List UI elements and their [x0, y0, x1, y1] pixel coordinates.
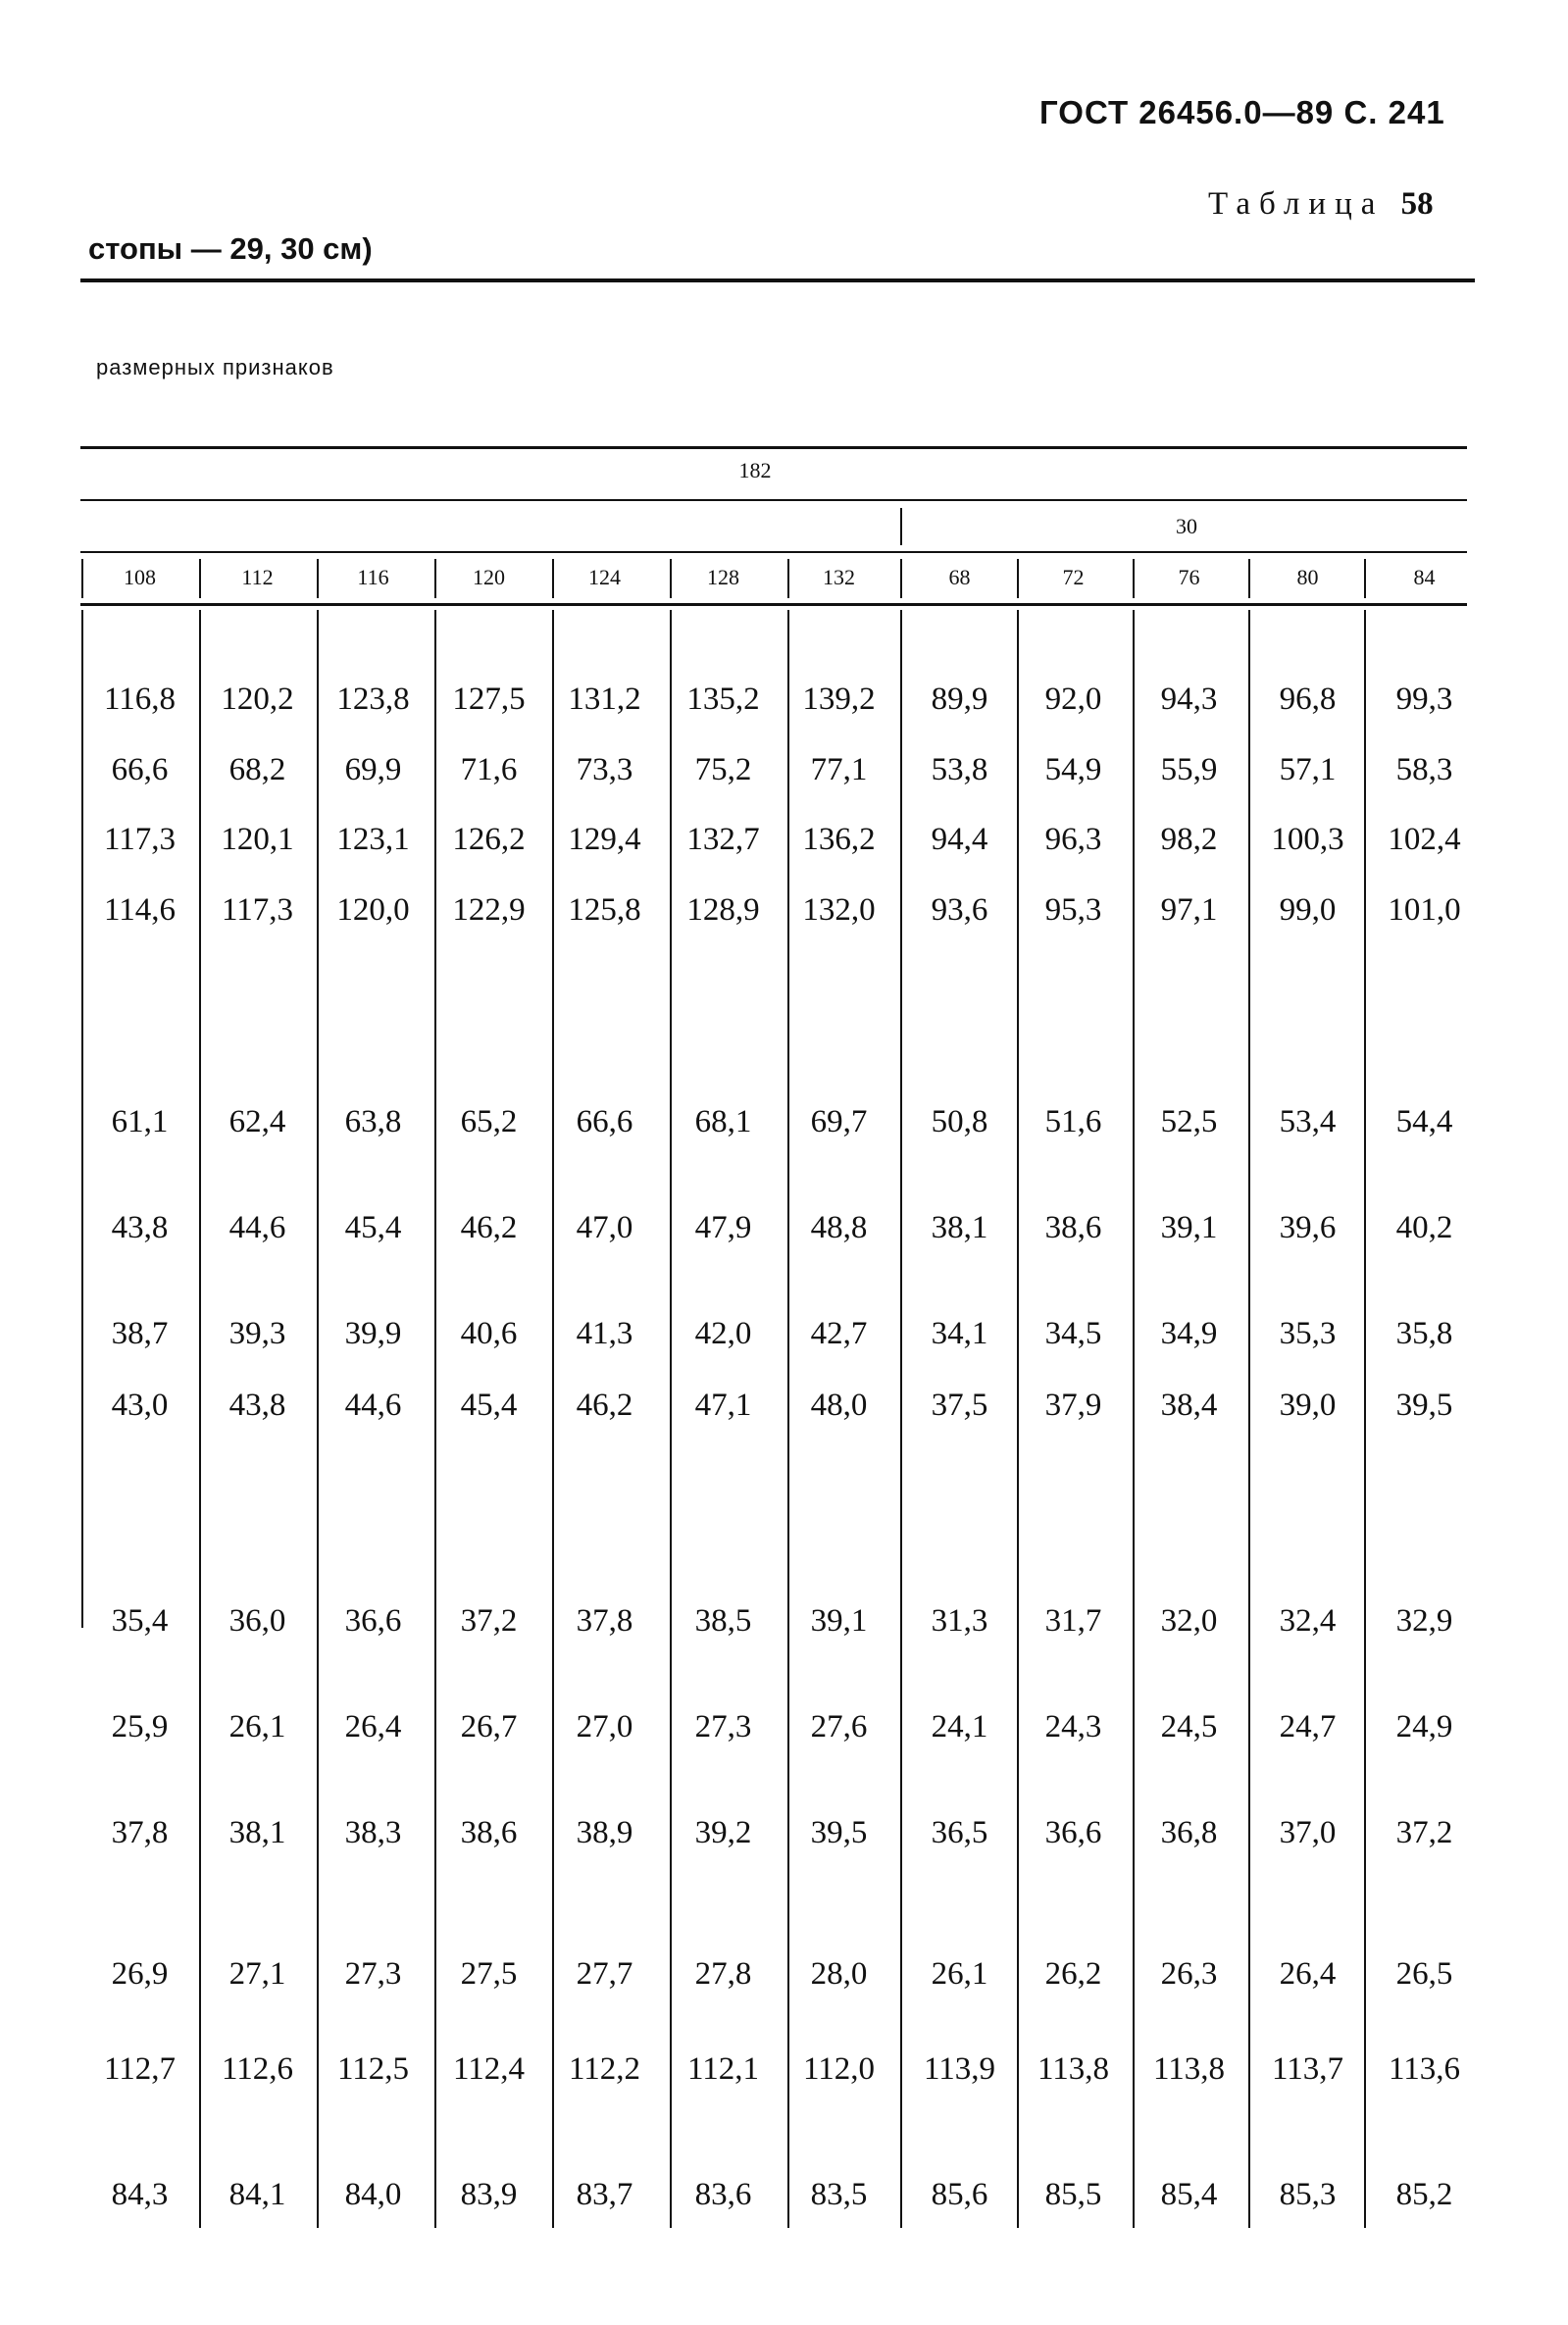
table-cell: 83,5	[810, 2177, 868, 2212]
table-cell: 98,2	[1160, 822, 1218, 857]
table-cell: 34,1	[931, 1316, 988, 1351]
table-cell: 85,3	[1279, 2177, 1337, 2212]
table-cell: 27,0	[576, 1709, 633, 1744]
table-cell: 69,7	[810, 1104, 868, 1139]
table-cell: 96,3	[1044, 822, 1102, 857]
table-cell: 131,2	[568, 682, 641, 717]
table-cell: 97,1	[1160, 892, 1218, 928]
table-cell: 112,0	[802, 2051, 876, 2087]
table-cell: 117,3	[221, 892, 294, 928]
table-cell: 45,4	[344, 1210, 402, 1245]
table-cell: 89,9	[931, 682, 988, 717]
table-cell: 84,0	[344, 2177, 402, 2212]
table-cell: 139,2	[802, 682, 876, 717]
table-cell: 117,3	[103, 822, 177, 857]
table-cell: 116,8	[103, 682, 177, 717]
table-cell: 113,8	[1037, 2051, 1110, 2087]
table-cell: 66,6	[111, 752, 169, 787]
table-cell: 24,9	[1395, 1709, 1453, 1744]
table-cell: 128,9	[686, 892, 760, 928]
table-cell: 28,0	[810, 1956, 868, 1992]
table-cell: 27,8	[694, 1956, 752, 1992]
table-cell: 24,1	[931, 1709, 988, 1744]
table-cell: 24,5	[1160, 1709, 1218, 1744]
table-cell: 129,4	[568, 822, 641, 857]
table-cell: 53,8	[931, 752, 988, 787]
table-cell: 37,5	[931, 1388, 988, 1423]
table-cell: 34,5	[1044, 1316, 1102, 1351]
table-cell: 69,9	[344, 752, 402, 787]
group-sub-divider	[900, 508, 902, 545]
table-cell: 112,4	[452, 2051, 526, 2087]
rule-top	[80, 446, 1467, 449]
col-header: 128	[707, 565, 739, 589]
rule-group	[80, 499, 1467, 501]
table-cell: 26,7	[460, 1709, 518, 1744]
table-cell: 127,5	[452, 682, 526, 717]
table-cell: 27,7	[576, 1956, 633, 1992]
table-cell: 83,6	[694, 2177, 752, 2212]
table-cell: 45,4	[460, 1388, 518, 1423]
table-cell: 136,2	[802, 822, 876, 857]
table-cell: 50,8	[931, 1104, 988, 1139]
table-cell: 35,8	[1395, 1316, 1453, 1351]
table-cell: 94,3	[1160, 682, 1218, 717]
table-cell: 125,8	[568, 892, 641, 928]
table-cell: 135,2	[686, 682, 760, 717]
table-cell: 44,6	[344, 1388, 402, 1423]
table-cell: 43,0	[111, 1388, 169, 1423]
table-cell: 83,7	[576, 2177, 633, 2212]
table-cell: 38,3	[344, 1815, 402, 1850]
table-cell: 39,9	[344, 1316, 402, 1351]
table-cell: 47,9	[694, 1210, 752, 1245]
table-cell: 26,1	[228, 1709, 286, 1744]
table-cell: 96,8	[1279, 682, 1337, 717]
rule-caption	[80, 278, 1475, 282]
table-cell: 37,0	[1279, 1815, 1337, 1850]
table-caption: стопы — 29, 30 см)	[88, 231, 373, 266]
table-cell: 26,4	[1279, 1956, 1337, 1992]
table-cell: 85,4	[1160, 2177, 1218, 2212]
table-cell: 37,8	[111, 1815, 169, 1850]
table-cell: 37,9	[1044, 1388, 1102, 1423]
table-cell: 55,9	[1160, 752, 1218, 787]
table-cell: 36,0	[228, 1603, 286, 1639]
table-cell: 47,0	[576, 1210, 633, 1245]
table-cell: 112,6	[221, 2051, 294, 2087]
table-cell: 27,5	[460, 1956, 518, 1992]
table-cell: 47,1	[694, 1388, 752, 1423]
table-cell: 63,8	[344, 1104, 402, 1139]
col-header: 112	[241, 565, 274, 589]
table-title	[1208, 186, 1434, 223]
rule-sub	[80, 551, 1467, 553]
table-cell: 85,5	[1044, 2177, 1102, 2212]
table-cell: 24,7	[1279, 1709, 1337, 1744]
table-cell: 120,1	[221, 822, 294, 857]
table-subcaption: размерных признаков	[96, 355, 334, 379]
table-cell: 25,9	[111, 1709, 169, 1744]
table-cell: 39,3	[228, 1316, 286, 1351]
table-cell: 85,6	[931, 2177, 988, 2212]
table-cell: 61,1	[111, 1104, 169, 1139]
table-cell: 58,3	[1395, 752, 1453, 787]
table-cell: 36,6	[344, 1603, 402, 1639]
table-cell: 32,9	[1395, 1603, 1453, 1639]
table-cell: 31,3	[931, 1603, 988, 1639]
table-cell: 93,6	[931, 892, 988, 928]
table-cell: 39,6	[1279, 1210, 1337, 1245]
table-cell: 53,4	[1279, 1104, 1337, 1139]
table-cell: 77,1	[810, 752, 868, 787]
col-header: 108	[124, 565, 156, 589]
table-cell: 54,4	[1395, 1104, 1453, 1139]
table-cell: 113,8	[1152, 2051, 1226, 2087]
table-cell: 112,5	[336, 2051, 410, 2087]
table-cell: 62,4	[228, 1104, 286, 1139]
table-cell: 26,9	[111, 1956, 169, 1992]
table-cell: 42,7	[810, 1316, 868, 1351]
col-header: 116	[357, 565, 389, 589]
table-cell: 39,1	[1160, 1210, 1218, 1245]
table-cell: 122,9	[452, 892, 526, 928]
table-cell: 48,8	[810, 1210, 868, 1245]
table-cell: 38,7	[111, 1316, 169, 1351]
table-cell: 65,2	[460, 1104, 518, 1139]
table-cell: 38,9	[576, 1815, 633, 1850]
table-cell: 36,6	[1044, 1815, 1102, 1850]
table-cell: 27,3	[344, 1956, 402, 1992]
table-cell: 36,8	[1160, 1815, 1218, 1850]
table-cell: 26,1	[931, 1956, 988, 1992]
table-cell: 112,2	[568, 2051, 641, 2087]
table-cell: 36,5	[931, 1815, 988, 1850]
table-cell: 123,1	[336, 822, 410, 857]
table-cell: 113,9	[923, 2051, 996, 2087]
table-cell: 26,4	[344, 1709, 402, 1744]
table-cell: 44,6	[228, 1210, 286, 1245]
table-cell: 41,3	[576, 1316, 633, 1351]
col-header: 120	[473, 565, 505, 589]
table-cell: 26,3	[1160, 1956, 1218, 1992]
table-cell: 85,2	[1395, 2177, 1453, 2212]
table-cell: 38,1	[228, 1815, 286, 1850]
group-sub-label: 30	[1176, 514, 1197, 538]
table-cell: 43,8	[111, 1210, 169, 1245]
table-cell: 40,6	[460, 1316, 518, 1351]
table-cell: 113,6	[1388, 2051, 1461, 2087]
table-cell: 68,2	[228, 752, 286, 787]
table-cell: 132,7	[686, 822, 760, 857]
table-number: 58	[1400, 186, 1434, 222]
table-cell: 114,6	[103, 892, 177, 928]
table-cell: 39,5	[1395, 1388, 1453, 1423]
table-cell: 52,5	[1160, 1104, 1218, 1139]
table-cell: 27,1	[228, 1956, 286, 1992]
table-cell: 38,6	[1044, 1210, 1102, 1245]
table-cell: 120,0	[336, 892, 410, 928]
table-cell: 95,3	[1044, 892, 1102, 928]
table-cell: 39,5	[810, 1815, 868, 1850]
table-cell: 94,4	[931, 822, 988, 857]
table-label: Таблица	[1208, 186, 1385, 222]
table-cell: 120,2	[221, 682, 294, 717]
table-cell: 31,7	[1044, 1603, 1102, 1639]
table-cell: 99,0	[1279, 892, 1337, 928]
table-cell: 34,9	[1160, 1316, 1218, 1351]
table-cell: 75,2	[694, 752, 752, 787]
table-cell: 38,5	[694, 1603, 752, 1639]
table-cell: 68,1	[694, 1104, 752, 1139]
table-cell: 101,0	[1388, 892, 1461, 928]
rule-colheads	[80, 603, 1467, 606]
table-cell: 35,3	[1279, 1316, 1337, 1351]
table-cell: 42,0	[694, 1316, 752, 1351]
col-header: 80	[1296, 565, 1319, 589]
table-cell: 57,1	[1279, 752, 1337, 787]
table-cell: 37,2	[460, 1603, 518, 1639]
col-header: 76	[1178, 565, 1200, 589]
table-cell: 37,2	[1395, 1815, 1453, 1850]
table-cell: 27,6	[810, 1709, 868, 1744]
table-cell: 99,3	[1395, 682, 1453, 717]
table-cell: 92,0	[1044, 682, 1102, 717]
table-cell: 43,8	[228, 1388, 286, 1423]
table-cell: 132,0	[802, 892, 876, 928]
table-cell: 126,2	[452, 822, 526, 857]
col-header: 124	[588, 565, 621, 589]
table-cell: 27,3	[694, 1709, 752, 1744]
col-header: 132	[823, 565, 855, 589]
table-cell: 24,3	[1044, 1709, 1102, 1744]
table-cell: 84,3	[111, 2177, 169, 2212]
page-header-gost: ГОСТ 26456.0—89 С. 241	[1039, 94, 1445, 130]
table-cell: 66,6	[576, 1104, 633, 1139]
table-cell: 32,0	[1160, 1603, 1218, 1639]
table-cell: 38,1	[931, 1210, 988, 1245]
table-cell: 71,6	[460, 752, 518, 787]
table-cell: 51,6	[1044, 1104, 1102, 1139]
table-cell: 84,1	[228, 2177, 286, 2212]
table-cell: 26,2	[1044, 1956, 1102, 1992]
table-cell: 35,4	[111, 1603, 169, 1639]
table-cell: 112,7	[103, 2051, 177, 2087]
table-cell: 112,1	[686, 2051, 760, 2087]
table-cell: 46,2	[576, 1388, 633, 1423]
table-cell: 38,6	[460, 1815, 518, 1850]
table-cell: 32,4	[1279, 1603, 1337, 1639]
col-header: 68	[948, 565, 971, 589]
table-cell: 37,8	[576, 1603, 633, 1639]
table-cell: 73,3	[576, 752, 633, 787]
table-cell: 39,2	[694, 1815, 752, 1850]
col-header: 72	[1062, 565, 1085, 589]
table-cell: 54,9	[1044, 752, 1102, 787]
table-cell: 113,7	[1271, 2051, 1344, 2087]
table-cell: 83,9	[460, 2177, 518, 2212]
table-cell: 100,3	[1271, 822, 1344, 857]
table-cell: 39,1	[810, 1603, 868, 1639]
table-cell: 26,5	[1395, 1956, 1453, 1992]
table-cell: 46,2	[460, 1210, 518, 1245]
col-header: 84	[1413, 565, 1436, 589]
group-height-label: 182	[738, 458, 772, 482]
table-cell: 40,2	[1395, 1210, 1453, 1245]
table-cell: 39,0	[1279, 1388, 1337, 1423]
table-cell: 123,8	[336, 682, 410, 717]
table-cell: 48,0	[810, 1388, 868, 1423]
table-cell: 102,4	[1388, 822, 1461, 857]
table-cell: 38,4	[1160, 1388, 1218, 1423]
